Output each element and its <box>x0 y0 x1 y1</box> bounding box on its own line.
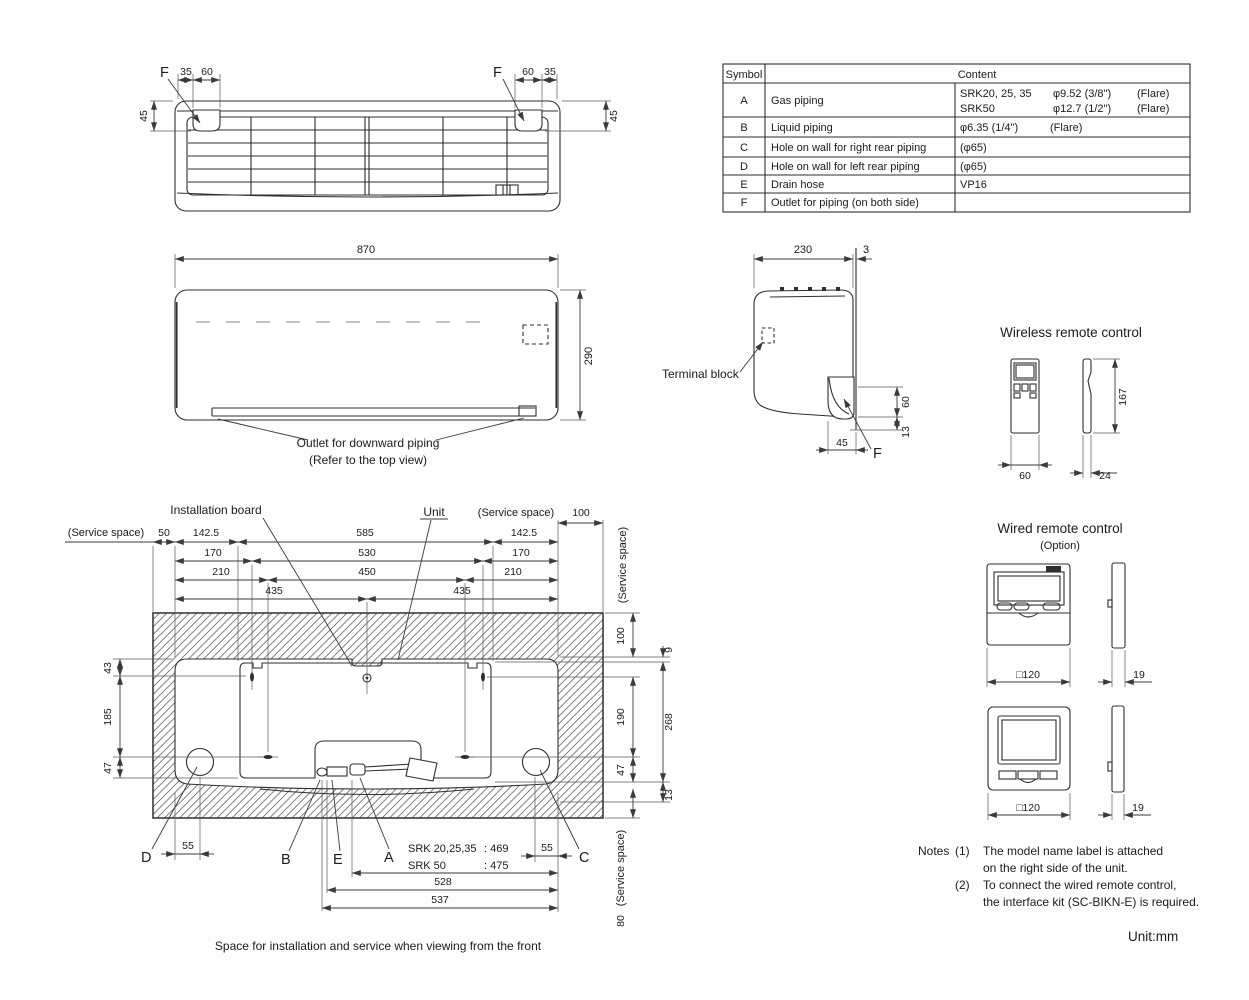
dim-60-left: 60 <box>201 66 213 78</box>
wireless-remote-side <box>1083 359 1091 433</box>
note1-line2: on the right side of the unit. <box>983 861 1128 875</box>
row-b-symbol: B <box>740 122 748 134</box>
row-c-name: Hole on wall for right rear piping <box>771 142 927 154</box>
dim-45-left: 45 <box>138 110 150 122</box>
f-label-side: F <box>873 446 882 462</box>
label-d: D <box>141 850 152 866</box>
wired-remote-option: (Option) <box>1040 540 1080 552</box>
row-a-flare1: (Flare) <box>1137 88 1170 100</box>
wired-remote2-dim-19: 19 <box>1132 802 1144 814</box>
row-a-size2: φ12.7 (1/2") <box>1053 103 1112 115</box>
downward-piping-callout: Outlet for downward piping <box>296 436 440 450</box>
dim-190: 190 <box>615 708 627 726</box>
dim-210-left: 210 <box>212 566 230 578</box>
dim-585: 585 <box>356 527 374 539</box>
dim-35-left: 35 <box>180 66 192 78</box>
row-a-name: Gas piping <box>771 95 824 107</box>
row-d-name: Hole on wall for left rear piping <box>771 161 920 173</box>
side-piping-outlet <box>828 377 854 419</box>
wired-remote-title: Wired remote control <box>997 521 1123 536</box>
front-view-unit-body <box>175 290 558 420</box>
wireless-dim-167: 167 <box>1117 388 1129 406</box>
piping-outlet-left <box>193 110 220 131</box>
service-space-bottom-right: (Service space) <box>615 829 627 907</box>
srk50-label: SRK 50 <box>408 860 446 872</box>
dim-142-left: 142.5 <box>192 527 220 539</box>
install-caption: Space for installation and service when viewing from the front <box>214 939 542 953</box>
dim-55-left: 55 <box>182 840 194 852</box>
wireless-remote <box>998 325 1142 482</box>
dim-870: 870 <box>356 244 376 256</box>
note2-line1: To connect the wired remote control, <box>983 878 1177 892</box>
row-f-name: Outlet for piping (on both side) <box>771 197 919 209</box>
note1-line1: The model name label is attached <box>983 844 1164 858</box>
srk50-value: : 475 <box>484 860 509 872</box>
liquid-piping-b <box>317 768 327 776</box>
dim-142-right: 142.5 <box>510 527 538 539</box>
row-a-size1: φ9.52 (3/8") <box>1053 88 1112 100</box>
callout-leader-right <box>436 418 524 440</box>
drain-hose-e <box>327 767 347 776</box>
installation-space-diagram <box>65 503 675 953</box>
installation-board-label: Installation board <box>170 503 262 517</box>
dim-47-right: 47 <box>615 764 627 776</box>
dim-210-right: 210 <box>504 566 522 578</box>
refer-top-view-callout: (Refer to the top view) <box>308 453 428 467</box>
dim-450: 450 <box>358 566 376 578</box>
dim-537: 537 <box>431 894 449 906</box>
side-view <box>662 244 912 462</box>
service-space-top-right: (Service space) <box>477 507 555 519</box>
note1-number: (1) <box>955 844 970 858</box>
row-e-symbol: E <box>740 179 748 191</box>
notes-block <box>918 844 1199 944</box>
table-header-content: Content <box>957 69 997 81</box>
left-rear-hole-d <box>187 749 214 776</box>
row-c-value: (φ65) <box>960 142 987 154</box>
row-d-value: (φ65) <box>960 161 987 173</box>
f-leader-side <box>844 399 871 449</box>
dim-47-left: 47 <box>102 762 114 774</box>
dim-100-top: 100 <box>572 507 590 519</box>
label-c: C <box>579 850 590 866</box>
dim-80: 80 <box>615 915 627 927</box>
right-rear-hole-c <box>523 749 550 776</box>
table-header-symbol: Symbol <box>725 69 763 81</box>
gas-piping-a <box>350 764 365 775</box>
row-a-model2: SRK50 <box>960 103 995 115</box>
dim-230: 230 <box>793 244 813 256</box>
dim-55-right: 55 <box>541 842 553 854</box>
dim-43: 43 <box>102 662 114 674</box>
dim-170-left: 170 <box>204 547 222 559</box>
dim-435-right: 435 <box>453 585 471 597</box>
row-c-symbol: C <box>740 142 748 154</box>
dim-50: 50 <box>158 527 170 539</box>
row-b-flare: (Flare) <box>1050 122 1083 134</box>
dim-60-side: 60 <box>900 396 912 408</box>
top-view <box>138 65 620 211</box>
dim-528: 528 <box>434 876 452 888</box>
wired-remote <box>987 521 1152 820</box>
dim-13-right: 13 <box>663 789 675 801</box>
wired-remote1-dim-19: 19 <box>1133 669 1145 681</box>
row-e-name: Drain hose <box>771 179 825 191</box>
dim-45-side: 45 <box>836 437 848 449</box>
dim-3: 3 <box>862 244 870 256</box>
service-space-top-left: (Service space) <box>67 527 145 539</box>
dim-35-right: 35 <box>544 66 556 78</box>
dim-100-right: 100 <box>615 627 627 645</box>
f-label-left: F <box>160 65 169 81</box>
unit-mm-note: Unit:mm <box>1128 929 1179 944</box>
srk-small-value: : 469 <box>484 843 509 855</box>
piping-outlet-right <box>515 110 542 131</box>
wired-remote2-dim-120: □120 <box>1016 802 1040 814</box>
row-a-flare2: (Flare) <box>1137 103 1170 115</box>
wired-remote1-side <box>1112 563 1125 648</box>
wireless-remote-front <box>1011 359 1039 433</box>
row-d-symbol: D <box>740 161 748 173</box>
dim-435-left: 435 <box>265 585 283 597</box>
terminal-block-label: Terminal block <box>662 367 739 381</box>
label-a: A <box>384 850 394 866</box>
unit-label: Unit <box>423 505 445 519</box>
row-f-symbol: F <box>740 197 748 209</box>
wireless-dim-60: 60 <box>1019 470 1031 482</box>
row-b-value: φ6.35 (1/4") <box>960 122 1019 134</box>
row-e-value: VP16 <box>960 179 987 191</box>
wired-remote2-side <box>1112 706 1124 792</box>
note2-number: (2) <box>955 878 970 892</box>
notes-label: Notes <box>918 844 950 858</box>
service-space-right-vertical: (Service space) <box>617 526 629 604</box>
label-b: B <box>281 852 291 868</box>
row-a-symbol: A <box>740 95 748 107</box>
dim-9: 9 <box>663 647 675 653</box>
dim-185: 185 <box>102 708 114 726</box>
wired-remote1-dim-120: □120 <box>1016 669 1040 681</box>
f-label-right: F <box>493 65 502 81</box>
dim-13-side: 13 <box>900 426 912 438</box>
label-e: E <box>333 852 343 868</box>
piping-table <box>723 64 1190 212</box>
row-a-model1: SRK20, 25, 35 <box>960 88 1032 100</box>
row-b-name: Liquid piping <box>771 122 833 134</box>
dim-170-right: 170 <box>512 547 530 559</box>
wired-remote1-indicator <box>1046 566 1061 572</box>
wireless-remote-title: Wireless remote control <box>1000 325 1142 340</box>
dim-268: 268 <box>663 713 675 731</box>
callout-leader-left <box>218 419 308 440</box>
srk-small-label: SRK 20,25,35 <box>408 843 477 855</box>
wireless-dim-24: 24 <box>1099 470 1111 482</box>
dim-60-right: 60 <box>522 66 534 78</box>
front-view <box>175 244 595 467</box>
dim-45-right: 45 <box>608 110 620 122</box>
dim-290: 290 <box>583 346 595 366</box>
note2-line2: the interface kit (SC-BIKN-E) is required. <box>983 895 1200 909</box>
dim-530: 530 <box>358 547 376 559</box>
